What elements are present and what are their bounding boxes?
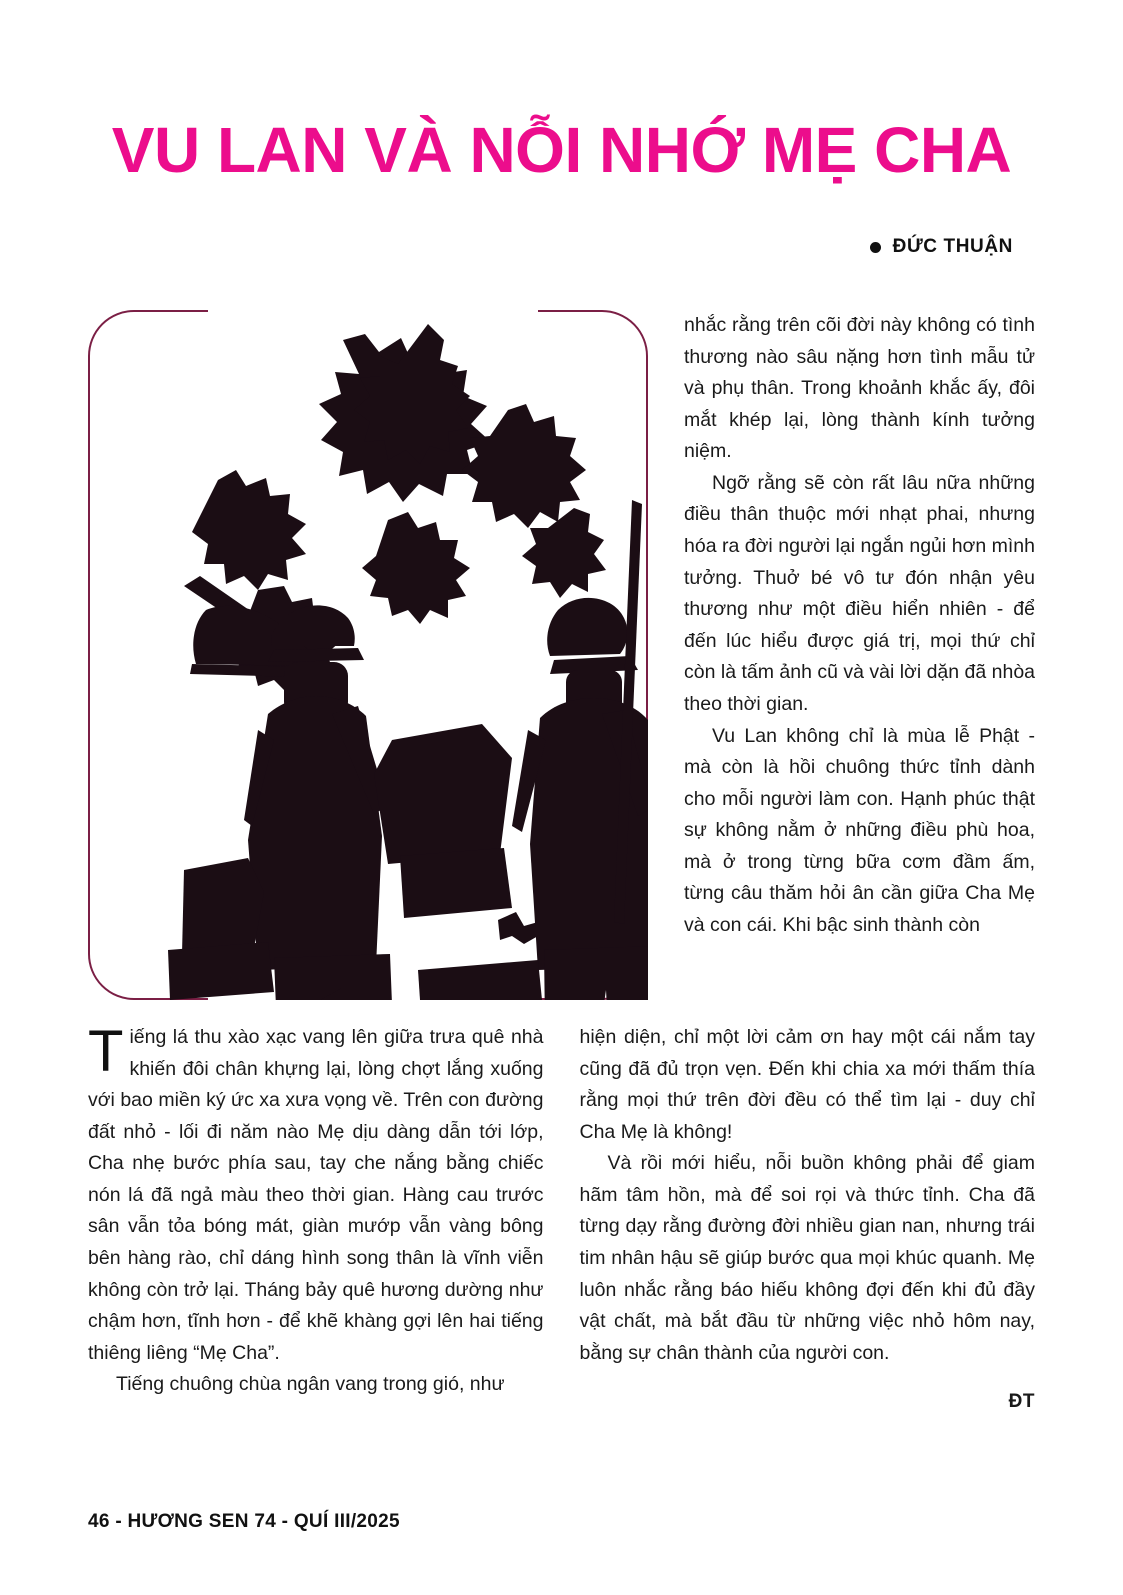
right-column-text [684,310,1035,942]
paragraph: Vu Lan không chỉ là mùa lễ Phật - mà còn là hồi chuông thức tỉnh dành cho mỗi người làm con. Hạnh phúc thật sự không nằm ở những điều phù hoa, mà ở trong từng bữa cơm đầm ấm, từng câu thăm hỏi ân cần giữa Cha Mẹ và con cái. Khi bậc sinh thành còn [684,724,1035,936]
signoff: ĐT [1008,1391,1035,1413]
byline [88,236,1035,258]
paragraph: hiện diện, chỉ một lời cảm ơn hay một cái nắm tay cũng đã đủ trọn vẹn. Đến khi chia xa mới thấm thía rằng mọi thứ trên đời đều có thể tìm lại - duy chỉ Cha Mẹ là không! [579,1026,1035,1143]
paragraph: Ngỡ rằng sẽ còn rất lâu nữa những điều thân thuộc mới nhạt phai, nhưng hóa ra đời người lại ngắn ngủi hơn mình tưởng. Thuở bé vô tư đón nhận yêu thương như một điều hiển nhiên - để đến lúc hiểu được giá trị, mọi thứ chỉ còn là tấm ảnh cũ và vài lời dặn đã nhòa theo thời gian. [684,471,1036,715]
paragraph-dropcap: Tiếng lá thu xào xạc vang lên giữa trưa quê nhà khiến đôi chân khựng lại, lòng chợt lắng xuống với bao miền ký ức xa xưa vọng về. Trên con đường đất nhỏ - lối đi năm nào Mẹ dịu dàng dẫn tới lớp, Cha nhẹ bước phía sau, tay che nắng bằng chiếc nón lá đã ngả màu theo thời gian. Hàng cau trước sân vẫn tỏa bóng mát, giàn mướp vẫn vàng bông bên hàng rào, chỉ dáng hình song thân là vĩnh viễn không còn trở lại. Tháng bảy quê hương dường như chậm hơn, tĩnh hơn - để khẽ khàng gợi lên hai tiếng thiêng liêng “Mẹ Cha”. [88,1019,544,1364]
illustration-figure [88,310,648,1000]
silhouette-illustration-icon [88,310,648,1000]
author-name: ĐỨC THUẬN [892,236,1013,257]
paragraph: nhắc rằng trên cõi đời này không có tình thương nào sâu nặng hơn tình mẫu tử và phụ thân. Trong khoảnh khắc ấy, đôi mắt khép lại, lòng thành kính tưởng niệm. [684,314,1035,463]
paragraph: Và rồi mới hiểu, nỗi buồn không phải để giam hãm tâm hồn, mà để soi rọi và thức tỉnh. Cha đã từng dạy rằng đường đời nhiều gian nan, nhưng trái tim nhân hậu sẽ giúp bước qua mọi khúc quanh. Mẹ luôn nhắc rằng báo hiếu không đợi đến khi đủ đầy vật chất, mà bắt đầu từ những việc nhỏ hôm nay, bằng sự chân thành của người con. [579,1152,1035,1364]
top-section [88,310,1035,1000]
paragraph: Tiếng chuông chùa ngân vang trong gió, như [116,1373,505,1396]
bottom-left-column [88,1019,544,1401]
bullet-icon [870,242,881,253]
page-title: VU LAN VÀ NỖI NHỚ MẸ CHA [111,114,1012,186]
bottom-section [88,1019,1035,1418]
page-footer: 46 - HƯƠNG SEN 74 - QUÍ III/2025 [88,1511,400,1532]
bottom-right-column [580,1022,1036,1418]
